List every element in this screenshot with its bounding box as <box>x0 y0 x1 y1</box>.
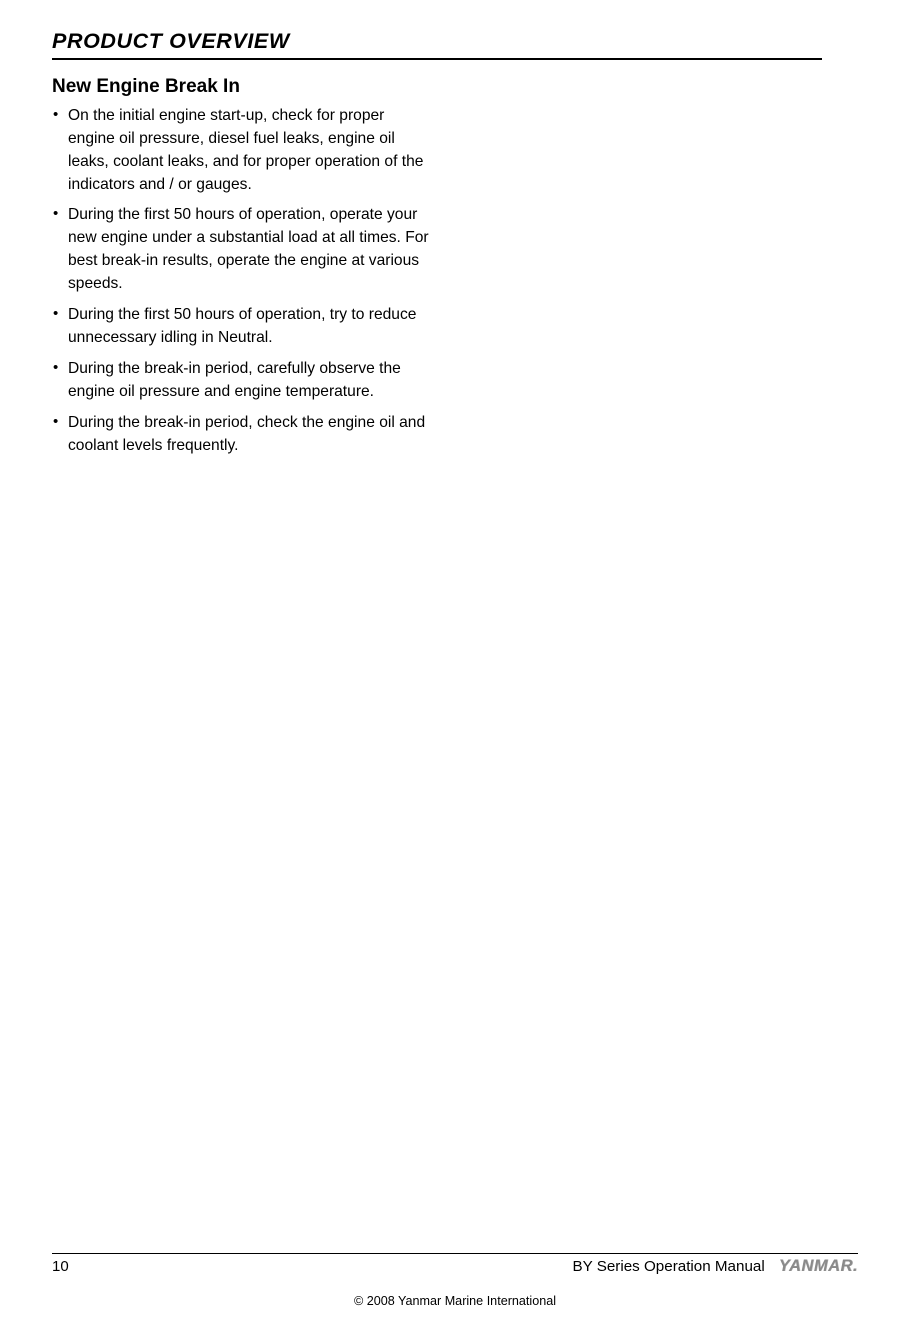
header-divider <box>52 58 822 60</box>
list-item: • On the initial engine start-up, check for proper engine oil pressure, diesel fuel leaks, engine oil leaks, coolant leaks, and for proper operation of the indicators and / or gauges. <box>52 105 432 197</box>
copyright-notice: © 2008 Yanmar Marine International <box>353 1294 557 1308</box>
manual-name: BY Series Operation Manual <box>572 1258 765 1275</box>
bullet-list <box>52 105 432 458</box>
page-content <box>52 76 432 466</box>
section-title: New Engine Break In <box>52 76 240 97</box>
page-footer <box>52 1253 858 1276</box>
footer-row <box>52 1254 858 1276</box>
list-item: • During the break-in period, carefully observe the engine oil pressure and engine temperature. <box>52 358 432 404</box>
yanmar-logo: YANMAR. <box>778 1257 858 1275</box>
page-header <box>52 30 822 60</box>
footer-right-group <box>573 1257 858 1276</box>
list-item: • During the break-in period, check the engine oil and coolant levels frequently. <box>52 412 432 458</box>
page-number: 10 <box>52 1258 69 1275</box>
list-item: • During the first 50 hours of operation, try to reduce unnecessary idling in Neutral. <box>52 304 432 350</box>
list-item: • During the first 50 hours of operation, operate your new engine under a substantial load at all times. For best break-in results, operate the engine at various speeds. <box>52 204 432 296</box>
page-title: PRODUCT OVERVIEW <box>52 29 290 53</box>
